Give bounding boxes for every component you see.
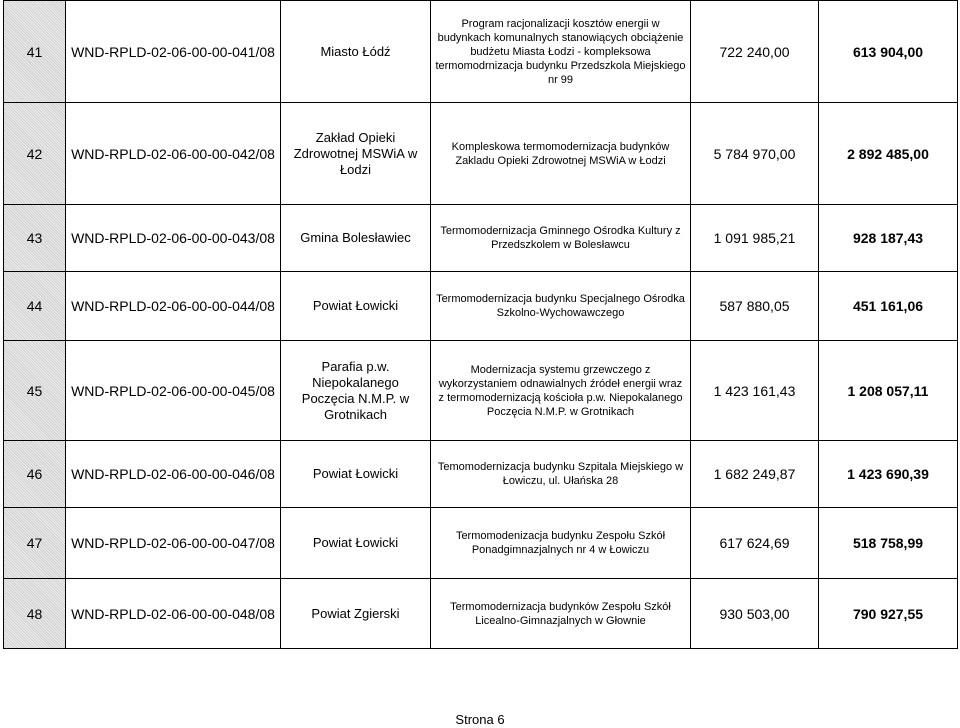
application-code: WND-RPLD-02-06-00-00-047/08 bbox=[66, 508, 281, 579]
beneficiary-name: Powiat Łowicki bbox=[281, 441, 431, 508]
project-title: Termomodernizacja budynków Zespołu Szkół Licealno-Gimnazjalnych w Głownie bbox=[431, 579, 691, 649]
table-row bbox=[4, 441, 958, 508]
row-number: 43 bbox=[4, 205, 66, 272]
beneficiary-name: Gmina Bolesławiec bbox=[281, 205, 431, 272]
beneficiary-name: Powiat Zgierski bbox=[281, 579, 431, 649]
application-code: WND-RPLD-02-06-00-00-042/08 bbox=[66, 103, 281, 205]
row-number: 46 bbox=[4, 441, 66, 508]
row-number: 48 bbox=[4, 579, 66, 649]
beneficiary-name: Zakład Opieki Zdrowotnej MSWiA w Łodzi bbox=[281, 103, 431, 205]
total-cost: 5 784 970,00 bbox=[691, 103, 819, 205]
row-number: 44 bbox=[4, 272, 66, 341]
projects-table-body bbox=[4, 1, 958, 649]
table-row bbox=[4, 1, 958, 103]
project-title: Kompleskowa termomodernizacja budynków Zakladu Opieki Zdrowotnej MSWiA w Łodzi bbox=[431, 103, 691, 205]
table-row bbox=[4, 508, 958, 579]
beneficiary-name: Powiat Łowicki bbox=[281, 272, 431, 341]
table-row bbox=[4, 272, 958, 341]
table-row bbox=[4, 205, 958, 272]
grant-amount: 451 161,06 bbox=[819, 272, 958, 341]
application-code: WND-RPLD-02-06-00-00-048/08 bbox=[66, 579, 281, 649]
table-row bbox=[4, 579, 958, 649]
grant-amount: 613 904,00 bbox=[819, 1, 958, 103]
project-title: Modernizacja systemu grzewczego z wykorzystaniem odnawialnych źródeł energii wraz z termomodernizacją kościoła p.w. Niepokalanego Poczęcia N.M.P. w Grotnikach bbox=[431, 341, 691, 441]
application-code: WND-RPLD-02-06-00-00-046/08 bbox=[66, 441, 281, 508]
grant-amount: 790 927,55 bbox=[819, 579, 958, 649]
grant-amount: 518 758,99 bbox=[819, 508, 958, 579]
project-title: Temomodernizacja budynku Szpitala Miejskiego w Łowiczu, ul. Ułańska 28 bbox=[431, 441, 691, 508]
table-row bbox=[4, 341, 958, 441]
total-cost: 930 503,00 bbox=[691, 579, 819, 649]
total-cost: 1 423 161,43 bbox=[691, 341, 819, 441]
grant-amount: 2 892 485,00 bbox=[819, 103, 958, 205]
application-code: WND-RPLD-02-06-00-00-045/08 bbox=[66, 341, 281, 441]
beneficiary-name: Miasto Łódź bbox=[281, 1, 431, 103]
total-cost: 587 880,05 bbox=[691, 272, 819, 341]
row-number: 41 bbox=[4, 1, 66, 103]
page-footer bbox=[0, 712, 960, 727]
grant-amount: 928 187,43 bbox=[819, 205, 958, 272]
row-number: 45 bbox=[4, 341, 66, 441]
application-code: WND-RPLD-02-06-00-00-043/08 bbox=[66, 205, 281, 272]
project-title: Program racjonalizacji kosztów energii w budynkach komunalnych stanowiących obciążenie budżetu Miasta Łodzi - kompleksowa termomodrnizacja budynku Przedszkola Miejskiego nr 99 bbox=[431, 1, 691, 103]
project-title: Termomodernizacja budynku Specjalnego Ośrodka Szkolno-Wychowawczego bbox=[431, 272, 691, 341]
row-number: 42 bbox=[4, 103, 66, 205]
beneficiary-name: Parafia p.w. Niepokalanego Poczęcia N.M.P. w Grotnikach bbox=[281, 341, 431, 441]
total-cost: 722 240,00 bbox=[691, 1, 819, 103]
application-code: WND-RPLD-02-06-00-00-044/08 bbox=[66, 272, 281, 341]
application-code: WND-RPLD-02-06-00-00-041/08 bbox=[66, 1, 281, 103]
table-row bbox=[4, 103, 958, 205]
projects-table bbox=[3, 0, 958, 649]
grant-amount: 1 208 057,11 bbox=[819, 341, 958, 441]
project-title: Termomodenizacja budynku Zespołu Szkół Ponadgimnazjalnych nr 4 w Łowiczu bbox=[431, 508, 691, 579]
page-number: Strona 6 bbox=[455, 712, 505, 727]
project-title: Termomodernizacja Gminnego Ośrodka Kultury z Przedszkolem w Bolesławcu bbox=[431, 205, 691, 272]
grant-amount: 1 423 690,39 bbox=[819, 441, 958, 508]
row-number: 47 bbox=[4, 508, 66, 579]
total-cost: 617 624,69 bbox=[691, 508, 819, 579]
beneficiary-name: Powiat Łowicki bbox=[281, 508, 431, 579]
total-cost: 1 091 985,21 bbox=[691, 205, 819, 272]
total-cost: 1 682 249,87 bbox=[691, 441, 819, 508]
